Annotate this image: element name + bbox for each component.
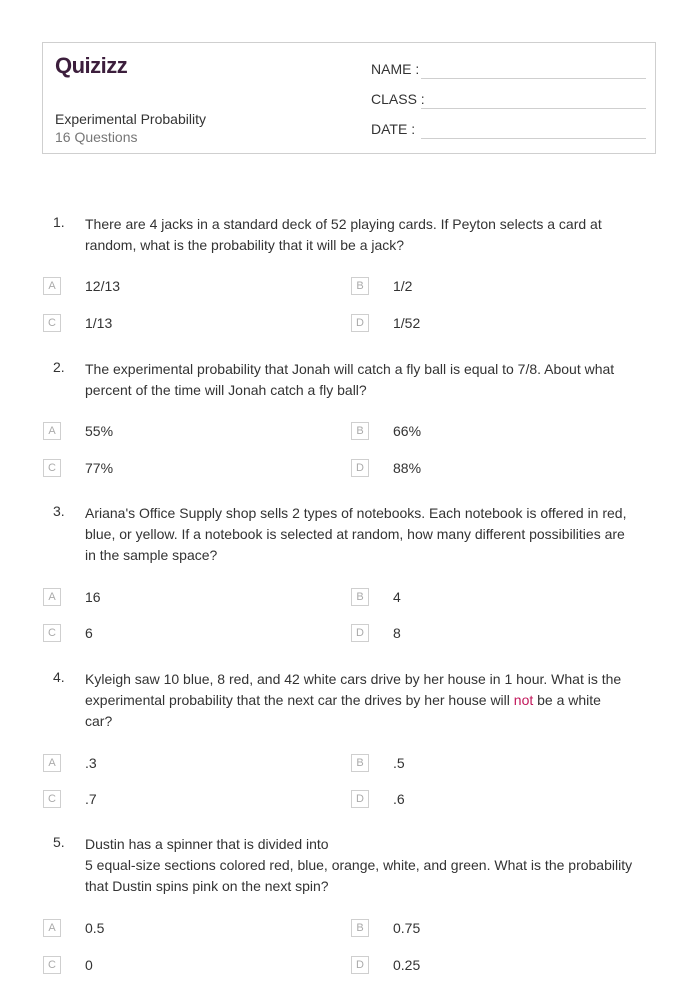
option-letter: D <box>351 459 369 477</box>
question-number: 4. <box>53 669 65 685</box>
option-letter: C <box>43 956 61 974</box>
date-field[interactable] <box>371 121 646 139</box>
question-number: 5. <box>53 834 65 850</box>
option-value: 55% <box>85 423 114 439</box>
question-text <box>85 214 660 256</box>
option-value: .5 <box>393 755 405 771</box>
option-letter: C <box>43 790 61 808</box>
question-text <box>85 834 660 897</box>
option-letter: B <box>351 422 369 440</box>
option-letter: D <box>351 624 369 642</box>
option-value: 0.25 <box>393 957 421 973</box>
option-value: 1/13 <box>85 315 113 331</box>
question-text <box>85 503 660 566</box>
option-letter: C <box>43 624 61 642</box>
option-value: 0.5 <box>85 920 105 936</box>
option-value: 66% <box>393 423 422 439</box>
question-line: The experimental probability that Jonah will catch a fly ball is equal to 7/8. About what <box>85 361 615 377</box>
name-line <box>421 78 646 79</box>
option-value: .6 <box>393 791 405 807</box>
option-value: 4 <box>393 589 401 605</box>
option-letter: B <box>351 588 369 606</box>
question-line: blue, or yellow. If a notebook is selected at random, how many different possibilities are <box>85 526 625 542</box>
option-value: 1/2 <box>393 278 413 294</box>
option-value: 88% <box>393 460 422 476</box>
worksheet-header <box>42 42 656 154</box>
question-count: 16 Questions <box>55 129 138 145</box>
option-value: .3 <box>85 755 97 771</box>
option-letter: D <box>351 790 369 808</box>
option-value: 8 <box>393 625 401 641</box>
name-field[interactable] <box>371 61 646 79</box>
option-letter: C <box>43 314 61 332</box>
option-letter: D <box>351 314 369 332</box>
question-line: random, what is the probability that it will be a jack? <box>85 237 405 253</box>
highlighted-word: not <box>513 692 534 708</box>
option-value: .7 <box>85 791 97 807</box>
question-number: 1. <box>53 214 65 230</box>
worksheet-title: Experimental Probability <box>55 111 206 127</box>
question-line: There are 4 jacks in a standard deck of 52 playing cards. If Peyton selects a card at <box>85 216 602 232</box>
question-line: Kyleigh saw 10 blue, 8 red, and 42 white cars drive by her house in 1 hour. What is the <box>85 671 622 687</box>
option-value: 16 <box>85 589 101 605</box>
option-letter: A <box>43 422 61 440</box>
option-letter: B <box>351 277 369 295</box>
quizizz-logo: Quizizz <box>55 53 128 78</box>
option-letter: A <box>43 277 61 295</box>
option-letter: C <box>43 459 61 477</box>
question-line: that Dustin spins pink on the next spin? <box>85 878 329 894</box>
option-letter: B <box>351 919 369 937</box>
question-line: Ariana's Office Supply shop sells 2 types of notebooks. Each notebook is offered in red, <box>85 505 627 521</box>
question-number: 3. <box>53 503 65 519</box>
class-label: CLASS : <box>371 91 425 107</box>
option-letter: A <box>43 588 61 606</box>
option-value: 0.75 <box>393 920 421 936</box>
class-field[interactable] <box>371 91 646 109</box>
option-value: 77% <box>85 460 114 476</box>
class-line <box>421 108 646 109</box>
option-letter: A <box>43 919 61 937</box>
date-line <box>421 138 646 139</box>
question-text <box>85 669 660 732</box>
option-value: 12/13 <box>85 278 121 294</box>
question-line: car? <box>85 713 113 729</box>
question-number: 2. <box>53 359 65 375</box>
option-letter: B <box>351 754 369 772</box>
date-label: DATE : <box>371 121 416 137</box>
name-label: NAME : <box>371 61 420 77</box>
option-value: 0 <box>85 957 93 973</box>
option-letter: D <box>351 956 369 974</box>
question-text-segment: experimental probability that the next car the drives by her house will <box>85 692 514 708</box>
question-line: percent of the time will Jonah catch a fly ball? <box>85 382 367 398</box>
option-value: 1/52 <box>393 315 421 331</box>
question-line <box>85 690 660 711</box>
question-text-segment: be a white <box>533 692 601 708</box>
question-line: 5 equal-size sections colored red, blue, orange, white, and green. What is the probability <box>85 857 633 873</box>
question-line: in the sample space? <box>85 547 218 563</box>
question-line: Dustin has a spinner that is divided into <box>85 836 329 852</box>
question-text <box>85 359 660 401</box>
option-letter: A <box>43 754 61 772</box>
option-value: 6 <box>85 625 93 641</box>
